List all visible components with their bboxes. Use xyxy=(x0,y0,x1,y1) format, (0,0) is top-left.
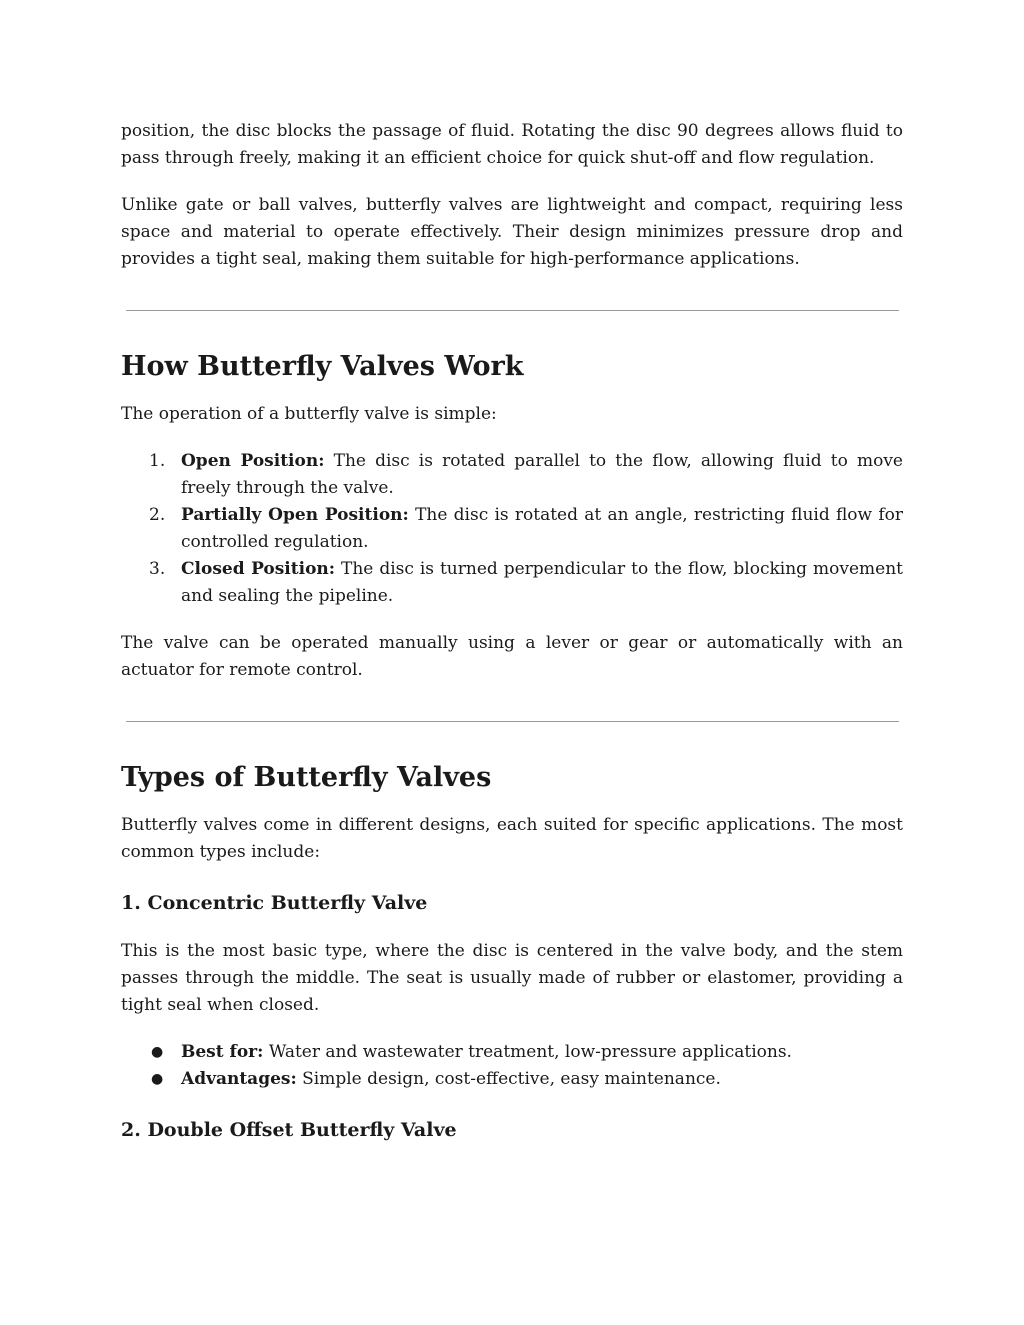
subheading-concentric: 1. Concentric Butterfly Valve xyxy=(121,892,428,914)
section-heading-types: Types of Butterfly Valves xyxy=(121,762,492,793)
list-number: 3. xyxy=(149,559,166,579)
step-text: The disc is rotated at an angle, restricting fluid flow for controlled regulation. xyxy=(181,505,903,552)
how-outro: The valve can be operated manually using a lever or gear or automatically with an actuator for remote control. xyxy=(121,633,903,680)
how-steps-list xyxy=(121,448,903,610)
document-page xyxy=(121,118,903,1143)
step-label: Partially Open Position: xyxy=(181,505,409,525)
list-item xyxy=(121,502,903,556)
list-item xyxy=(121,556,903,610)
concentric-description: This is the most basic type, where the disc is centered in the valve body, and the stem passes through the middle. The seat is usually made of rubber or elastomer, providing a tight seal when closed. xyxy=(121,941,903,1015)
intro-paragraph-1: position, the disc blocks the passage of fluid. Rotating the disc 90 degrees allows fluid to pass through freely, making it an efficient choice for quick shut-off and flow regulation. xyxy=(121,121,903,168)
types-lead: Butterfly valves come in different designs, each suited for specific applications. The most common types include: xyxy=(121,815,903,862)
bullet-text: Water and wastewater treatment, low-pressure applications. xyxy=(263,1042,792,1062)
bullet-label: Best for: xyxy=(181,1042,264,1062)
intro-paragraph-2: Unlike gate or ball valves, butterfly valves are lightweight and compact, requiring less space and material to operate effectively. Their design minimizes pressure drop and provides a tight seal, making them suitable for high-performance applications. xyxy=(121,195,903,269)
concentric-bullets xyxy=(121,1039,903,1093)
step-label: Closed Position: xyxy=(181,559,336,579)
bullet-text: Simple design, cost-effective, easy maintenance. xyxy=(296,1069,721,1089)
how-lead: The operation of a butterfly valve is simple: xyxy=(121,404,497,424)
section-heading-how: How Butterfly Valves Work xyxy=(121,351,524,382)
bullet-icon: ● xyxy=(151,1044,164,1060)
list-number: 2. xyxy=(149,505,166,525)
subheading-double-offset: 2. Double Offset Butterfly Valve xyxy=(121,1119,457,1141)
list-item xyxy=(121,1066,903,1093)
bullet-icon: ● xyxy=(151,1071,164,1087)
bullet-label: Advantages: xyxy=(181,1069,297,1089)
list-number: 1. xyxy=(149,451,166,471)
step-label: Open Position: xyxy=(181,451,325,471)
step-text: The disc is rotated parallel to the flow, allowing fluid to move freely through the valve. xyxy=(181,451,903,498)
list-item xyxy=(121,448,903,502)
step-text: The disc is turned perpendicular to the flow, blocking movement and sealing the pipeline. xyxy=(181,559,904,606)
list-item xyxy=(121,1039,903,1066)
